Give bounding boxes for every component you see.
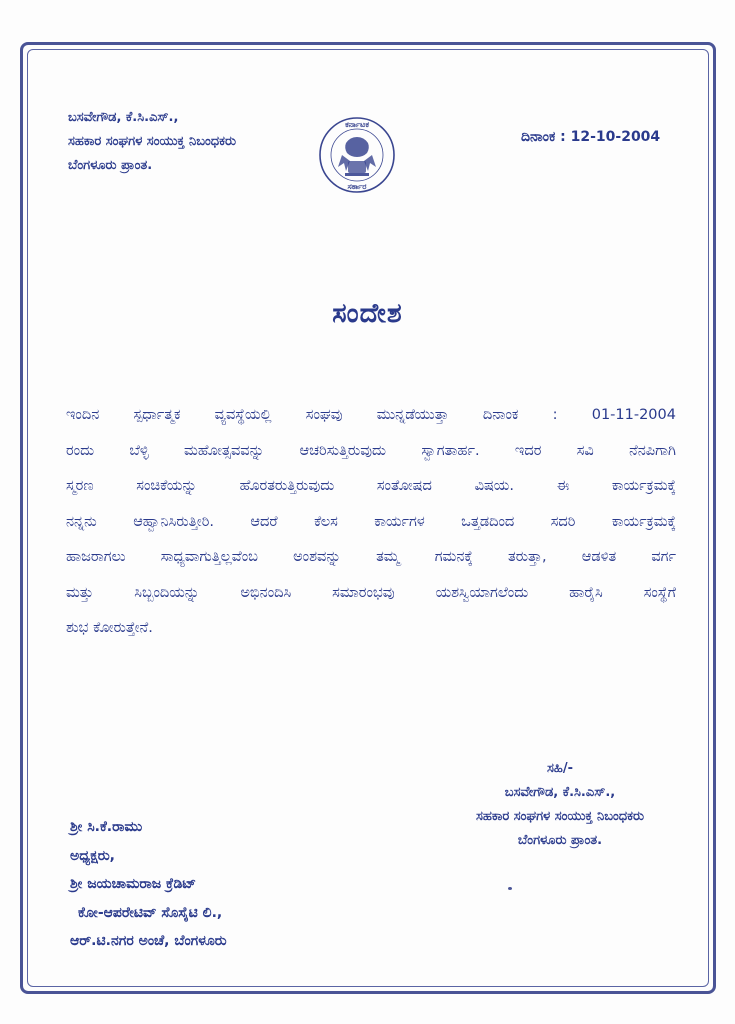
signature-designation: ಸಹಕಾರ ಸಂಘಗಳ ಸಂಯುಕ್ತ ನಿಬಂಧಕರು xyxy=(475,809,645,824)
recipient-name: ಶ್ರೀ ಸಿ.ಕೆ.ರಾಮು xyxy=(70,819,143,835)
recipient-block xyxy=(70,813,227,956)
body-line: ಹಾಜರಾಗಲು ಸಾಧ್ಯವಾಗುತ್ತಿಲ್ಲವೆಂಬ ಅಂಶವನ್ನು ತಮ್ಮ ಗಮನಕ್ಕೆ ತರುತ್ತಾ, ಆಡಳಿತ ವರ್ಗ xyxy=(66,549,676,565)
sender-name: ಬಸವೇಗೌಡ, ಕೆ.ಸಿ.ಎಸ್., xyxy=(68,110,179,125)
recipient-address: ಆರ್.ಟಿ.ನಗರ ಅಂಚೆ, ಬೆಂಗಳೂರು xyxy=(70,933,227,949)
recipient-title: ಅಧ್ಯಕ್ಷರು, xyxy=(70,847,115,864)
letter-date: ದಿನಾಂಕ : 12-10-2004 xyxy=(521,129,661,145)
emblem-bottom-text: ಸರ್ಕಾರ xyxy=(347,182,367,191)
body-line: ಮತ್ತು ಸಿಬ್ಬಂದಿಯನ್ನು ಅಭಿನಂದಿಸಿ ಸಮಾರಂಭವು ಯಶಸ್ವಿಯಾಗಲೆಂದು ಹಾರೈಸಿ ಸಂಸ್ಥೆಗೆ xyxy=(66,584,676,601)
sender-block xyxy=(68,106,236,178)
message-body xyxy=(66,398,676,647)
sender-region: ಬೆಂಗಳೂರು ಪ್ರಾಂತ. xyxy=(68,158,153,173)
body-line: ಸ್ಮರಣ ಸಂಚಿಕೆಯನ್ನು ಹೊರತರುತ್ತಿರುವುದು ಸಂತೋಷದ ವಿಷಯ. ಈ ಕಾರ್ಯಕ್ರಮಕ್ಕೆ xyxy=(66,478,676,494)
emblem-lion-icon xyxy=(338,137,376,176)
emblem-top-text: ಕರ್ನಾಟಕ xyxy=(345,120,369,129)
body-line: ಶುಭ ಕೋರುತ್ತೇನೆ. xyxy=(66,620,153,636)
sender-designation: ಸಹಕಾರ ಸಂಘಗಳ ಸಂಯುಕ್ತ ನಿಬಂಧಕರು xyxy=(68,134,237,149)
signature-name: ಬಸವೇಗೌಡ, ಕೆ.ಸಿ.ಎಸ್., xyxy=(504,785,616,800)
ink-speck xyxy=(508,887,512,890)
body-line: ಇಂದಿನ ಸ್ಪರ್ಧಾತ್ಮಕ ವ್ಯವಸ್ಥೆಯಲ್ಲಿ ಸಂಘವು ಮುನ್ನಡೆಯುತ್ತಾ ದಿನಾಂಕ : 01-11-2004 xyxy=(66,407,676,423)
signature-sd: ಸಹಿ/- xyxy=(547,761,573,776)
recipient-org-line1: ಶ್ರೀ ಜಯಚಾಮರಾಜ ಕ್ರೆಡಿಟ್ xyxy=(70,876,197,892)
recipient-org-line2: ಕೋ-ಆಪರೇಟಿವ್ ಸೊಸೈಟಿ ಲಿ., xyxy=(78,904,223,921)
body-line: ನನ್ನನು ಆಹ್ವಾನಿಸಿರುತ್ತೀರಿ. ಆದರೆ ಕೆಲಸ ಕಾರ್ಯಗಳ ಒತ್ತಡದಿಂದ ಸದರಿ ಕಾರ್ಯಕ್ರಮಕ್ಕೆ xyxy=(66,513,676,530)
letter-heading: ಸಂದೇಶ xyxy=(332,298,403,329)
body-line: ರಂದು ಬೆಳ್ಳಿ ಮಹೋತ್ಸವವನ್ನು ಆಚರಿಸುತ್ತಿರುವುದು ಸ್ವಾಗತಾರ್ಹ. ಇದರ ಸವಿ ನೆನಪಿಗಾಗಿ xyxy=(66,442,676,459)
signature-region: ಬೆಂಗಳೂರು ಪ್ರಾಂತ. xyxy=(517,833,603,848)
signature-block xyxy=(430,757,690,853)
government-emblem-seal xyxy=(318,113,396,199)
